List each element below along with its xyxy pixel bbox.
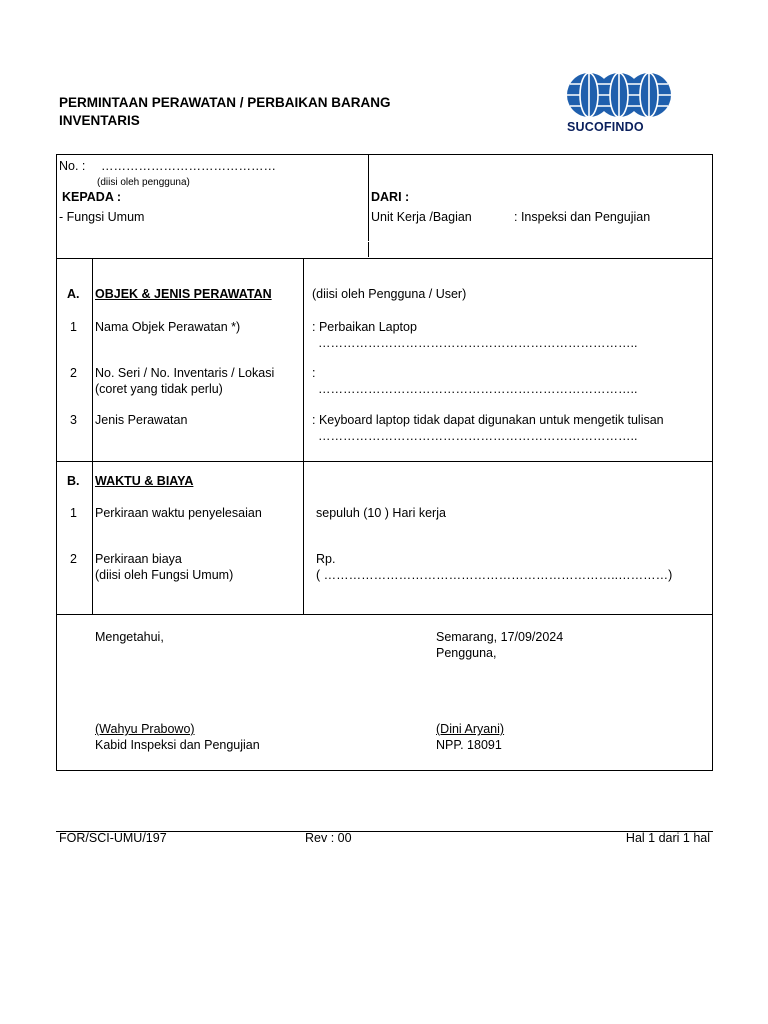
col-divider-num	[92, 258, 93, 614]
divider-section-b	[56, 461, 713, 462]
row-b1-label: Perkiraan waktu penyelesaian	[95, 506, 262, 520]
unit-label: Unit Kerja /Bagian	[371, 210, 472, 224]
row-a1-label: Nama Objek Perawatan *)	[95, 320, 241, 334]
signature-left-title: Mengetahui,	[95, 630, 164, 644]
row-a3-value: : Keyboard laptop tidak dapat digunakan untuk mengetik tulisan	[312, 413, 664, 427]
no-field: ……………………………………	[101, 159, 276, 173]
row-b1-number: 1	[70, 506, 77, 520]
row-a1-dots: …………………………………………………………………..	[318, 336, 638, 350]
row-a3-number: 3	[70, 413, 77, 427]
unit-value: : Inspeksi dan Pengujian	[514, 210, 651, 224]
section-a-letter: A.	[67, 287, 80, 301]
row-b1-value: sepuluh (10 ) Hari kerja	[316, 506, 446, 520]
row-a1-value: : Perbaikan Laptop	[312, 320, 417, 334]
row-a3-dots: …………………………………………………………………..	[318, 429, 638, 443]
col-divider-value	[303, 258, 304, 614]
signature-left-position: Kabid Inspeksi dan Pengujian	[95, 738, 260, 752]
row-b2-number: 2	[70, 552, 77, 566]
form-title-line1: PERMINTAAN PERAWATAN / PERBAIKAN BARANG	[59, 95, 391, 110]
logo-wordmark: SUCOFINDO	[567, 120, 644, 134]
section-a-heading: OBJEK & JENIS PERAWATAN	[95, 287, 272, 301]
section-b-letter: B.	[67, 474, 80, 488]
signature-left-name: (Wahyu Prabowo)	[95, 722, 195, 736]
no-label: No. :	[59, 159, 86, 173]
signature-right-position: NPP. 18091	[436, 738, 502, 752]
row-b2-value: Rp.	[316, 552, 336, 566]
section-b-heading: WAKTU & BIAYA	[95, 474, 194, 488]
row-a1-number: 1	[70, 320, 77, 334]
no-note: (diisi oleh pengguna)	[97, 177, 190, 188]
row-b2-sublabel: (diisi oleh Fungsi Umum)	[95, 568, 234, 582]
row-b2-value-line2: ( ……………………………………………………………..…………)	[316, 568, 673, 582]
kepada-label: KEPADA :	[62, 190, 122, 204]
row-a2-value: :	[312, 366, 316, 380]
divider-signatures	[56, 614, 713, 615]
row-a3-label: Jenis Perawatan	[95, 413, 188, 427]
row-a2-sublabel: (coret yang tidak perlu)	[95, 382, 223, 396]
section-a-note: (diisi oleh Pengguna / User)	[312, 287, 467, 301]
row-a2-number: 2	[70, 366, 77, 380]
dari-label: DARI :	[371, 190, 410, 204]
footer-form-code: FOR/SCI-UMU/197	[59, 831, 167, 845]
top-divider	[368, 155, 369, 241]
signature-right-title: Pengguna,	[436, 646, 497, 660]
row-a2-dots: …………………………………………………………………..	[318, 382, 638, 396]
kepada-value: - Fungsi Umum	[59, 210, 145, 224]
row-a2-label: No. Seri / No. Inventaris / Lokasi	[95, 366, 275, 380]
signature-right-name: (Dini Aryani)	[436, 722, 505, 736]
divider-section-a	[56, 258, 713, 259]
form-title-line2: INVENTARIS	[59, 113, 140, 128]
row-b2-label: Perkiraan biaya	[95, 552, 182, 566]
signature-right-place-date: Semarang, 17/09/2024	[436, 630, 564, 644]
top-divider-tick	[368, 242, 369, 257]
footer-revision: Rev : 00	[305, 831, 352, 845]
form-table	[56, 154, 713, 771]
footer-page: Hal 1 dari 1 hal	[625, 831, 710, 845]
